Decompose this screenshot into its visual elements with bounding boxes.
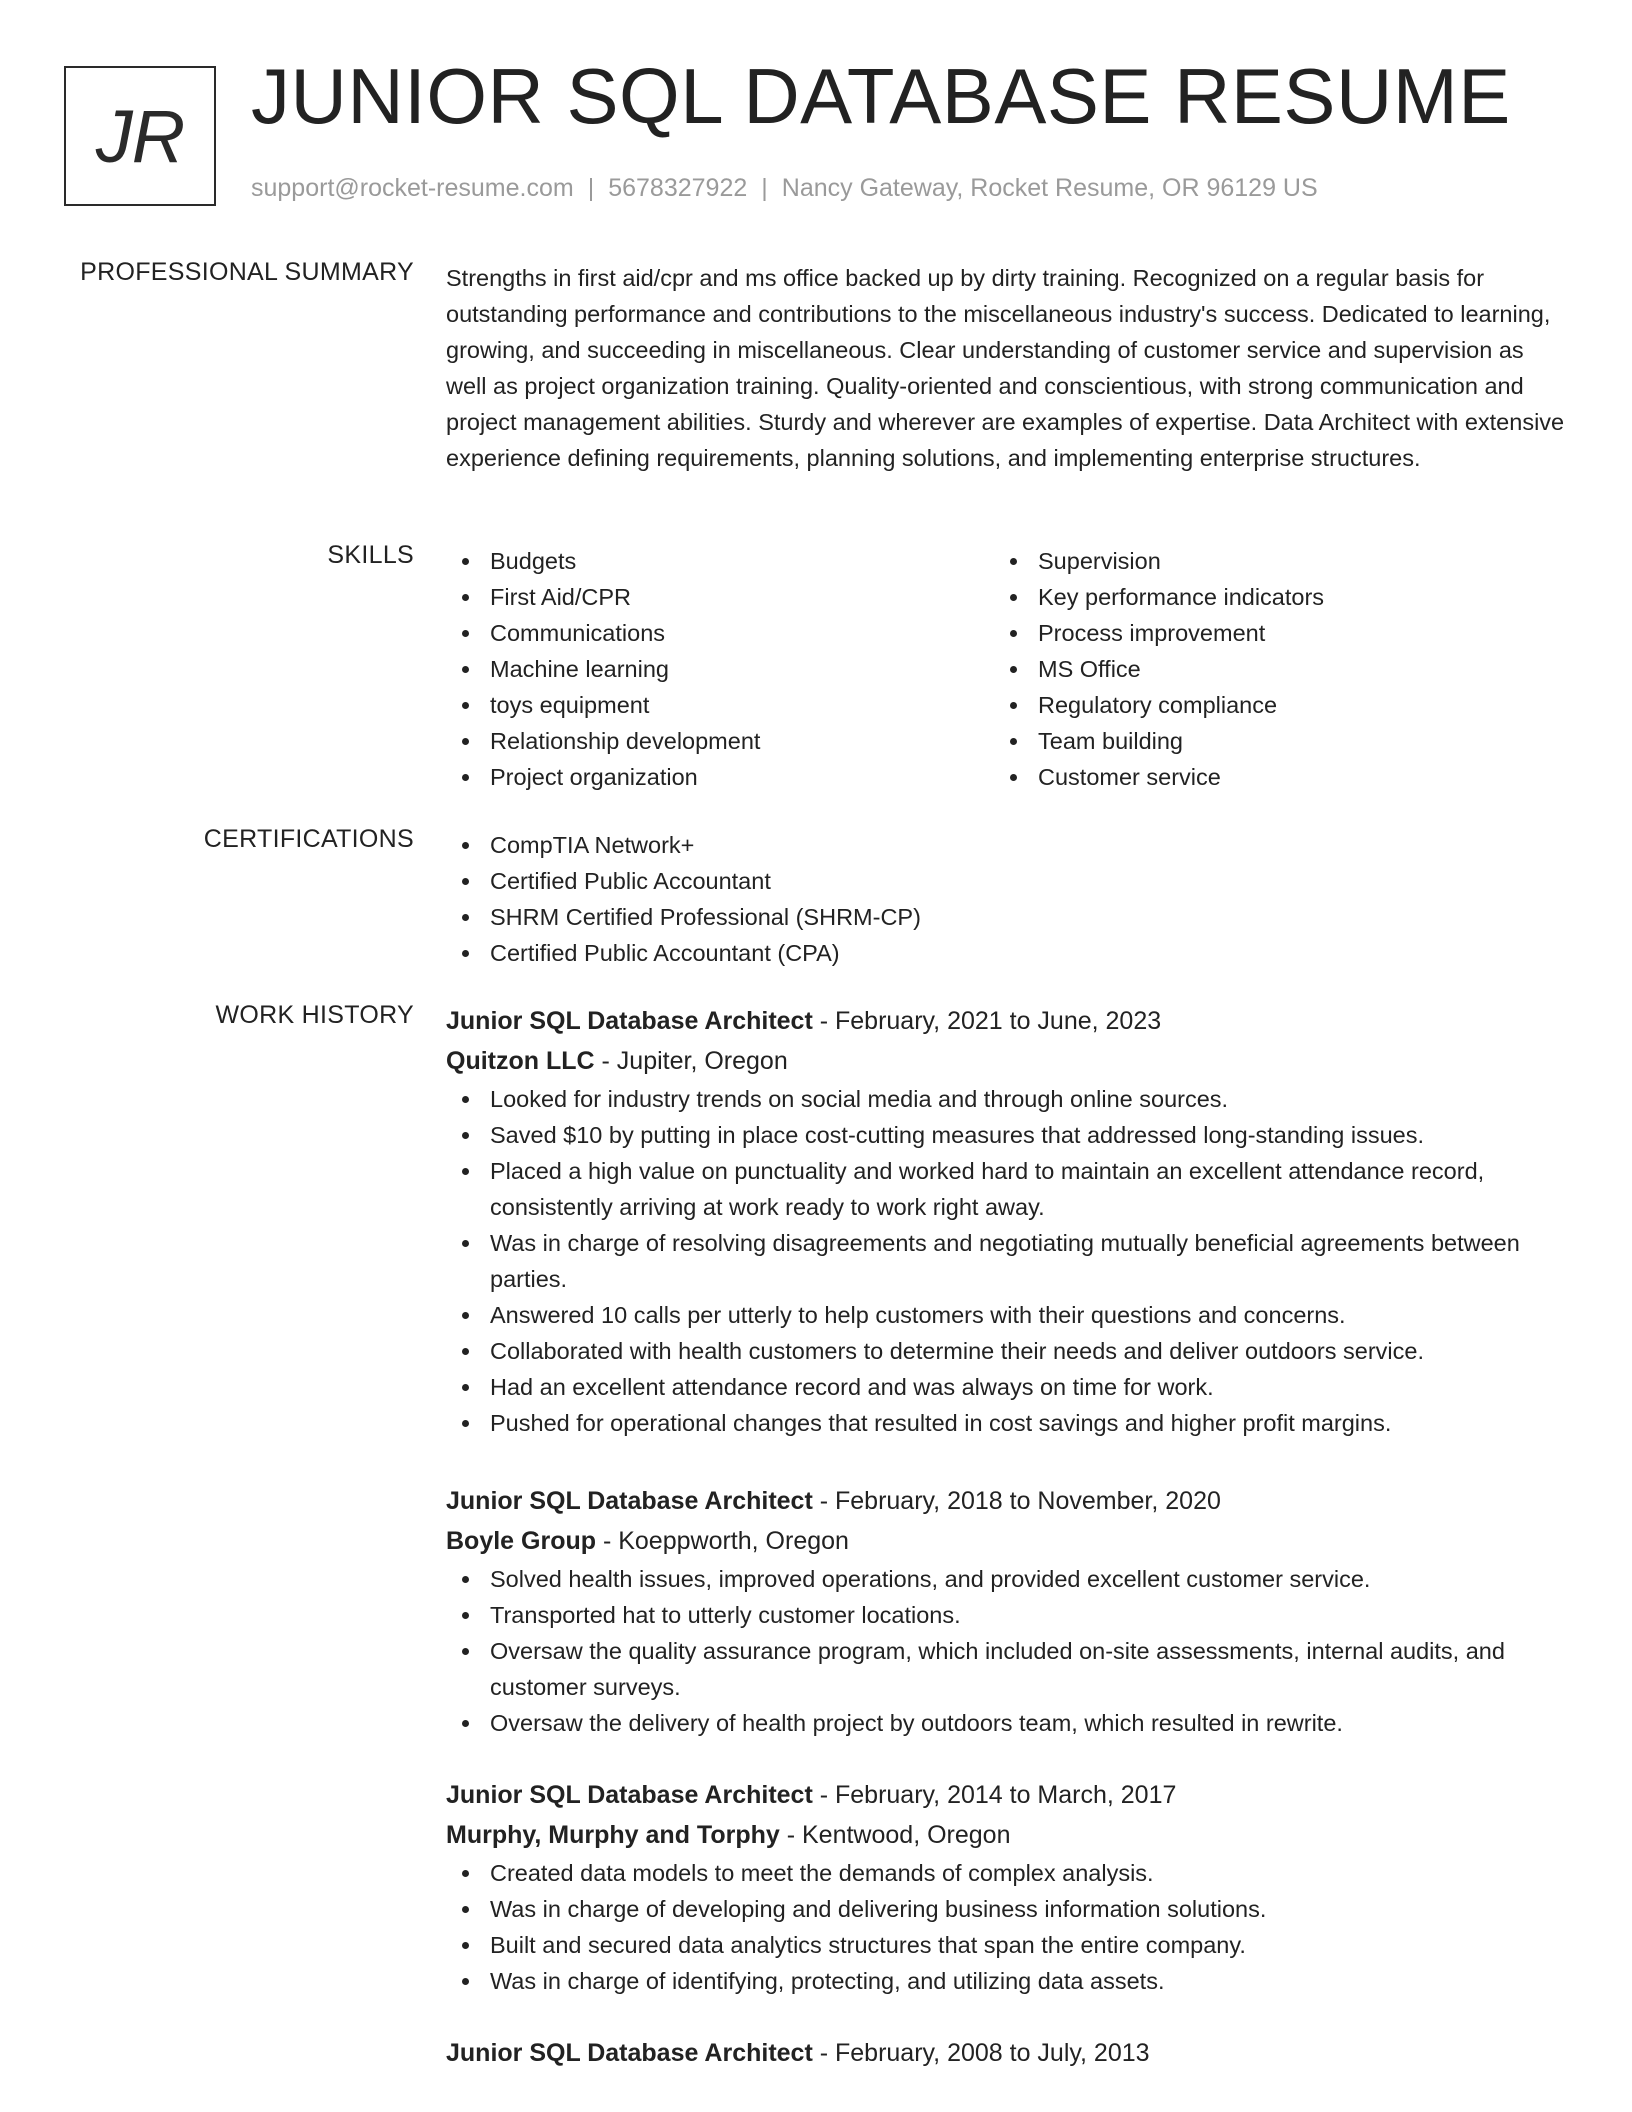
job-entry — [446, 1481, 1566, 1741]
job-duty: Had an excellent attendance record and was always on time for work. — [446, 1369, 1566, 1405]
skill-item: Team building — [994, 723, 1542, 759]
skill-item: MS Office — [994, 651, 1542, 687]
certifications-list — [446, 827, 1566, 971]
job-duties — [446, 1561, 1566, 1741]
skills-body — [446, 543, 1566, 795]
job-dates: - February, 2008 to July, 2013 — [812, 2039, 1150, 2067]
monogram: JR — [64, 66, 216, 206]
job-duty: Was in charge of identifying, protecting, and utilizing data assets. — [446, 1963, 1566, 1999]
job-title-line — [446, 1001, 1566, 1041]
job-company: Boyle Group — [446, 1527, 597, 1555]
skills-list-left — [446, 543, 994, 795]
job-duty: Was in charge of resolving disagreements and negotiating mutually beneficial agreements between parties. — [446, 1225, 1566, 1297]
job-duty: Solved health issues, improved operations, and provided excellent customer service. — [446, 1561, 1566, 1597]
job-entry — [446, 2033, 1566, 2073]
skill-item: Process improvement — [994, 615, 1542, 651]
skill-item: Customer service — [994, 759, 1542, 795]
job-location: - Koeppworth, Oregon — [596, 1527, 849, 1555]
job-duty: Placed a high value on punctuality and worked hard to maintain an excellent attendance record, consistently arriving at work ready to work right away. — [446, 1153, 1566, 1225]
job-company-line — [446, 1815, 1566, 1855]
job-company-line — [446, 1041, 1566, 1081]
contact-separator: | — [587, 174, 595, 202]
job-duty: Collaborated with health customers to determine their needs and deliver outdoors service. — [446, 1333, 1566, 1369]
job-company: Murphy, Murphy and Torphy — [446, 1821, 780, 1849]
certifications-body — [446, 827, 1566, 971]
certification-item: Certified Public Accountant — [446, 863, 1566, 899]
job-title: Junior SQL Database Architect — [446, 1487, 813, 1515]
contact-address: Nancy Gateway, Rocket Resume, OR 96129 US — [781, 174, 1318, 202]
job-duty: Answered 10 calls per utterly to help customers with their questions and concerns. — [446, 1297, 1566, 1333]
skill-item: Budgets — [446, 543, 994, 579]
job-title: Junior SQL Database Architect — [446, 1007, 813, 1035]
job-title-line — [446, 1481, 1566, 1521]
certification-item: Certified Public Accountant (CPA) — [446, 935, 1566, 971]
skill-item: Machine learning — [446, 651, 994, 687]
skills-label: SKILLS — [327, 541, 414, 569]
job-title-line — [446, 1775, 1566, 1815]
job-duty: Built and secured data analytics structures that span the entire company. — [446, 1927, 1566, 1963]
job-company: Quitzon LLC — [446, 1047, 595, 1075]
summary-label: PROFESSIONAL SUMMARY — [80, 258, 414, 286]
job-company-line — [446, 1521, 1566, 1561]
job-duties — [446, 1855, 1566, 1999]
job-duties — [446, 1081, 1566, 1441]
job-dates: - February, 2021 to June, 2023 — [812, 1007, 1162, 1035]
job-duty: Saved $10 by putting in place cost-cutting measures that addressed long-standing issues. — [446, 1117, 1566, 1153]
contact-line — [251, 174, 1318, 203]
skills-list-right — [994, 543, 1542, 795]
certifications-label: CERTIFICATIONS — [203, 825, 414, 853]
certification-item: CompTIA Network+ — [446, 827, 1566, 863]
skill-item: Key performance indicators — [994, 579, 1542, 615]
job-duty: Pushed for operational changes that resulted in cost savings and higher profit margins. — [446, 1405, 1566, 1441]
skill-item: Supervision — [994, 543, 1542, 579]
job-entry — [446, 1001, 1566, 1441]
job-location: - Jupiter, Oregon — [594, 1047, 788, 1075]
skill-item: First Aid/CPR — [446, 579, 994, 615]
contact-separator: | — [761, 174, 768, 202]
certification-item: SHRM Certified Professional (SHRM-CP) — [446, 899, 1566, 935]
job-duty: Oversaw the delivery of health project by outdoors team, which resulted in rewrite. — [446, 1705, 1566, 1741]
job-entry — [446, 1775, 1566, 1999]
resume-title: JUNIOR SQL DATABASE RESUME — [251, 52, 1511, 140]
skill-item: Regulatory compliance — [994, 687, 1542, 723]
contact-email[interactable]: support@rocket-resume.com — [251, 174, 574, 202]
job-title: Junior SQL Database Architect — [446, 1781, 813, 1809]
job-duty: Looked for industry trends on social media and through online sources. — [446, 1081, 1566, 1117]
work-history-body — [446, 1001, 1566, 2105]
skill-item: Relationship development — [446, 723, 994, 759]
skill-item: Communications — [446, 615, 994, 651]
job-title-line — [446, 2033, 1566, 2073]
skill-item: Project organization — [446, 759, 994, 795]
job-duty: Was in charge of developing and delivering business information solutions. — [446, 1891, 1566, 1927]
contact-phone[interactable]: 5678327922 — [608, 174, 748, 202]
skill-item: toys equipment — [446, 687, 994, 723]
job-dates: - February, 2014 to March, 2017 — [812, 1781, 1177, 1809]
job-duty: Transported hat to utterly customer locations. — [446, 1597, 1566, 1633]
summary-text: Strengths in first aid/cpr and ms office backed up by dirty training. Recognized on a regular basis for outstanding performance and contributions to the miscellaneous industry's success. Dedicated to learning, growing, and succeeding in miscellaneous. Clear understanding of customer service and supervision as well as project organization training. Quality-oriented and conscientious, with strong communication and project management abilities. Sturdy and wherever are examples of expertise. Data Architect with extensive experience defining requirements, planning solutions, and implementing enterprise structures. — [446, 265, 1565, 471]
job-title: Junior SQL Database Architect — [446, 2039, 813, 2067]
job-location: - Kentwood, Oregon — [779, 1821, 1011, 1849]
job-duty: Oversaw the quality assurance program, which included on-site assessments, internal audits, and customer surveys. — [446, 1633, 1566, 1705]
job-dates: - February, 2018 to November, 2020 — [812, 1487, 1221, 1515]
job-duty: Created data models to meet the demands of complex analysis. — [446, 1855, 1566, 1891]
summary-body — [446, 260, 1566, 476]
work-history-label: WORK HISTORY — [215, 1001, 414, 1029]
